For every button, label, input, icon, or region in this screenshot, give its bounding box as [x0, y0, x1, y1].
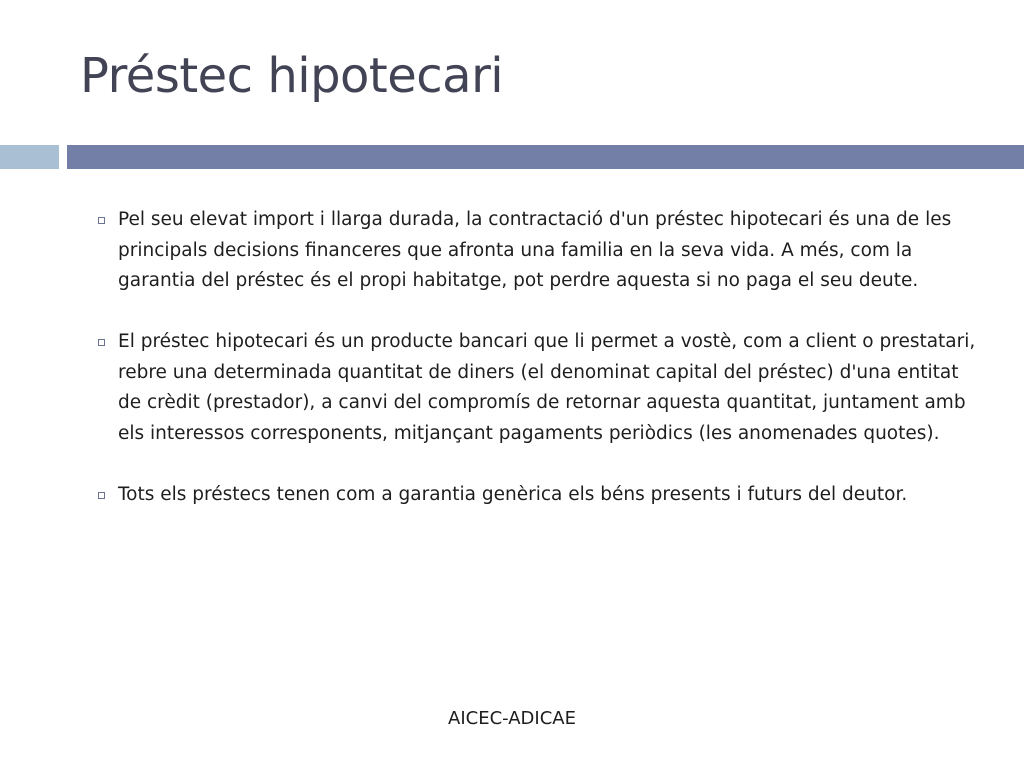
square-bullet-icon: [98, 339, 105, 346]
bullet-text: Tots els préstecs tenen com a garantia genèrica els béns presents i futurs del deutor.: [118, 483, 908, 505]
square-bullet-icon: [98, 492, 105, 499]
bullet-item: [96, 205, 986, 297]
bullet-item: [96, 327, 986, 449]
title-divider-bar: [67, 145, 1024, 169]
bullet-text: Pel seu elevat import i llarga durada, la contractació d'un préstec hipotecari és una de les principals decisions financeres que afronta una familia en la seva vida. A més, com la garantia del préstec és el propi habitatge, pot perdre aquesta si no paga el seu deute.: [118, 209, 952, 291]
square-bullet-icon: [98, 217, 105, 224]
bullet-item: [96, 480, 986, 511]
bullet-text: El préstec hipotecari és un producte bancari que li permet a vostè, com a client o prestatari, rebre una determinada quantitat de diners (el denominat capital del préstec) d'una entitat de crèdit (prestador), a canvi del compromís de retornar aquesta quantitat, juntament amb els interessos corresponents, mitjançant pagaments periòdics (les anomenades quotes).: [118, 331, 976, 444]
bullet-list: [96, 205, 986, 541]
title-divider-accent: [0, 145, 59, 169]
slide-title: Préstec hipotecari: [80, 48, 504, 104]
slide-footer: AICEC-ADICAE: [448, 708, 576, 729]
